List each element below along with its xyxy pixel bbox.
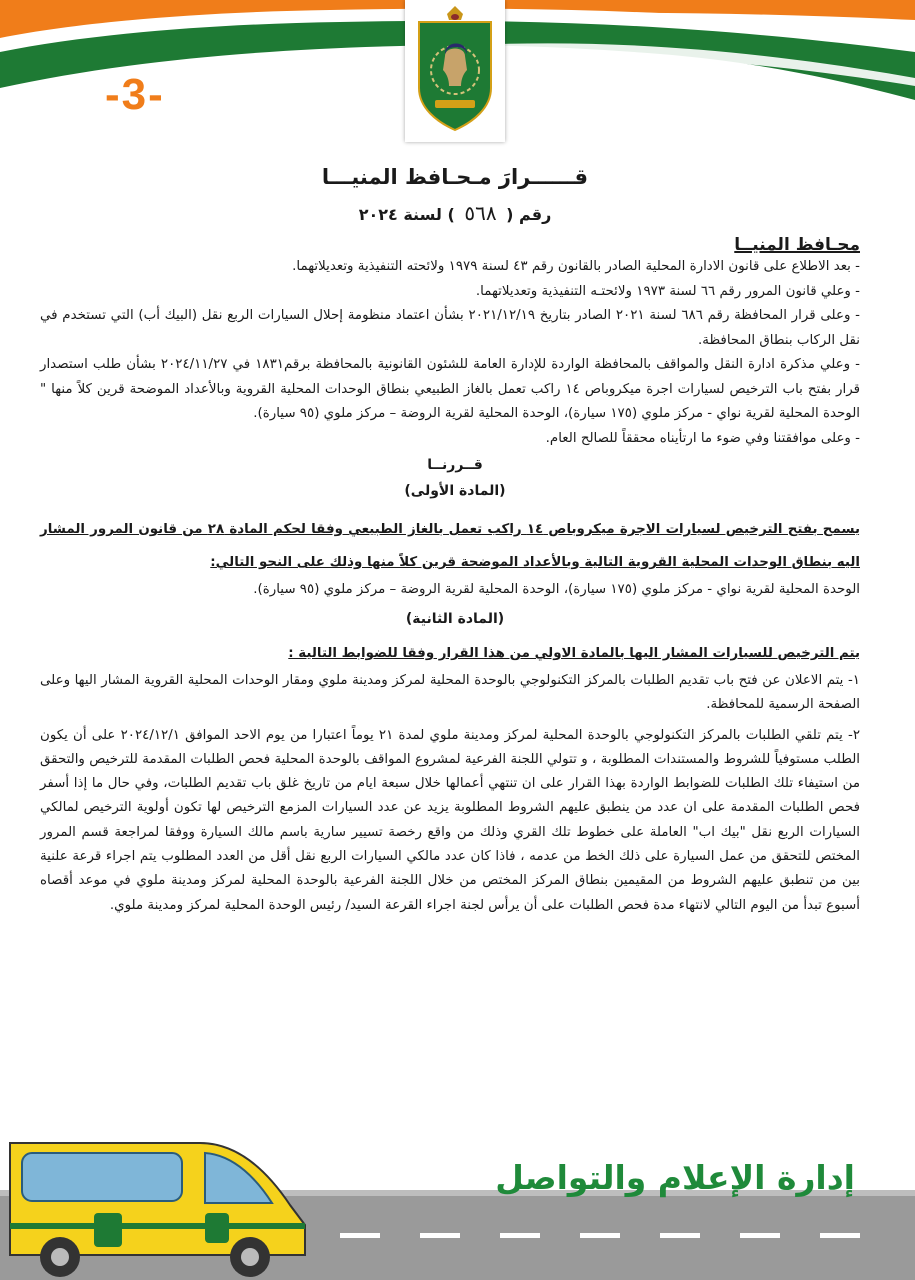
preamble-line: - وعلى قرار المحافظة رقم ٦٨٦ لسنة ٢٠٢١ الصادر بتاريخ ٢٠٢١/١٢/١٩ بشأن اعتماد منظومة إحلال السيارات الربع نقل (البيك أب) التي تستخدم في نقل الركاب بنطاق المحافظة.	[40, 308, 860, 348]
article-2-intro: يتم الترخيص للسيارات المشار اليها بالمادة الاولي من هذا القرار وفقا للضوابط التالية :	[288, 646, 860, 661]
department-name: إدارة الإعلام والتواصل	[495, 1158, 855, 1197]
page-number: -3-	[105, 70, 165, 119]
governor-heading: محـافظ المنيــا	[734, 235, 860, 255]
decree-title: قــــــرارَ مـحـافظ المنيـــا	[321, 165, 589, 189]
article-2-item: ٢- يتم تلقي الطلبات بالمركز التكنولوجي بالوحدة المحلية لمركز ومدينة ملوي لمدة ٢١ يوماً اعتبارا من يوم الاحد الموافق ٢٠٢٤/١٢/١ على أن يكون الطلب مستوفياً للشروط والمستندات المطلوبة ، و تتولي اللجنة الفرعية لمشروع المواقف بالوحدة المحلية فحص الطلبات المقدمة للترخيص والتحقق من استيفاء تلك الطلبات للضوابط الواردة بهذا القرار على ان تنتهي أعمالها خلال سبعة ايام من تاريخ غلق باب تقديم الطلبات، وفي حال ما إذا أسفر فحص الطلبات المقدمة على ان عدد من ينطبق عليهم الشروط المطلوبة يزيد عن عدد السيارات المزمع الترخيص لها تكون أولوية الترخيص لمالكي السيارات الربع نقل "بيك اب" العاملة على خطوط تلك القري وذلك من واقع رخصة تسيير سارية باسم مالك السيارة ووفقا لمراجعة قسم المرور المختص للتحقق من عمل السيارة على ذلك الخط من عدمه ، فاذا كان عدد مالكي السيارات الربع نقل أقل من العدد المطلوب يتم اجراء قرعة علنية بين من تنطبق عليهم الشروط من المقيمين بنطاق المركز المختص من خلال اللجنة الفرعية بالوحدة المحلية لمركز ومدينة ملوي في موعد أقصاه أسبوع تبدأ من اليوم التالي لانتهاء مدة فحص الطلبات على أن يرأس لجنة اجراء القرعة السيد/ رئيس الوحدة المحلية لمركز ومدينة ملوي.	[40, 727, 861, 913]
decree-number-value: ٥٦٨	[464, 201, 497, 225]
decree-number-prefix: رقم (	[506, 205, 552, 224]
bottom-banner	[0, 1135, 915, 1280]
article-1-list: الوحدة المحلية لقرية نواي - مركز ملوي (١٧٥ سيارة)، الوحدة المحلية لقرية الروضة – مركز ملوي (٩٥ سيارة).	[253, 582, 860, 597]
article-2-heading: (المادة الثانية)	[405, 611, 505, 627]
governorate-emblem	[405, 0, 505, 142]
preamble-line: - وعلى موافقتنا وفي ضوء ما ارتأيناه محققاً للصالح العام.	[545, 430, 860, 446]
decree-document	[40, 165, 870, 924]
article-1-heading: (المادة الأولى)	[404, 483, 506, 499]
preamble-line: - وعلي قانون المرور رقم ٦٦ لسنة ١٩٧٣ ولائحتـه التنفيذية وتعديلاتهما.	[475, 283, 860, 299]
preamble-line: - وعلي مذكرة ادارة النقل والمواقف بالمحافظة الواردة للإدارة العامة للشئون القانونية بالمحافظة برقم١٨٣١ في ٢٠٢٤/١١/٢٧ بشأن طلب استصدار قرار بفتح باب الترخيص لسيارات اجرة ميكروباص ١٤ راكب تعمل بالغاز الطبيعي بنطاق الوحدات المحلية القروية وبالأعداد الموضحة قرين كلاً منها " الوحدة المحلية لقرية نواي - مركز ملوي (١٧٥ سيارة)، الوحدة المحلية لقرية الروضة – مركز ملوي (٩٥ سيارة).	[40, 357, 861, 421]
decree-number	[40, 201, 870, 225]
article-1-text: يسمح بفتح الترخيص لسيارات الاجرة ميكروباص ١٤ راكب تعمل بالغاز الطبيعي وفقا لحكم المادة ٢٨ من قانون المرور المشار اليه بنطاق الوحدات المحلية القروية التالية وبالأعداد الموضحة قرين كلاً منها وذلك على النحو التالي:	[40, 522, 860, 570]
preamble-line: - بعد الاطلاع على قانون الادارة المحلية الصادر بالقانون رقم ٤٣ لسنة ١٩٧٩ ولائحته التنفيذية وتعديلاتهما.	[292, 259, 860, 274]
article-2-item: ١- يتم الاعلان عن فتح باب تقديم الطلبات بالمركز التكنولوجي بالوحدة المحلية لمركز ومدينة ملوي ومقار الوحدات المحلية القروية المشار اليها وعلى الصفحة الرسمية للمحافظة.	[40, 673, 860, 713]
decree-number-suffix: ) لسنة ٢٠٢٤	[358, 205, 455, 224]
decided-heading: قــررنــا	[427, 457, 483, 473]
